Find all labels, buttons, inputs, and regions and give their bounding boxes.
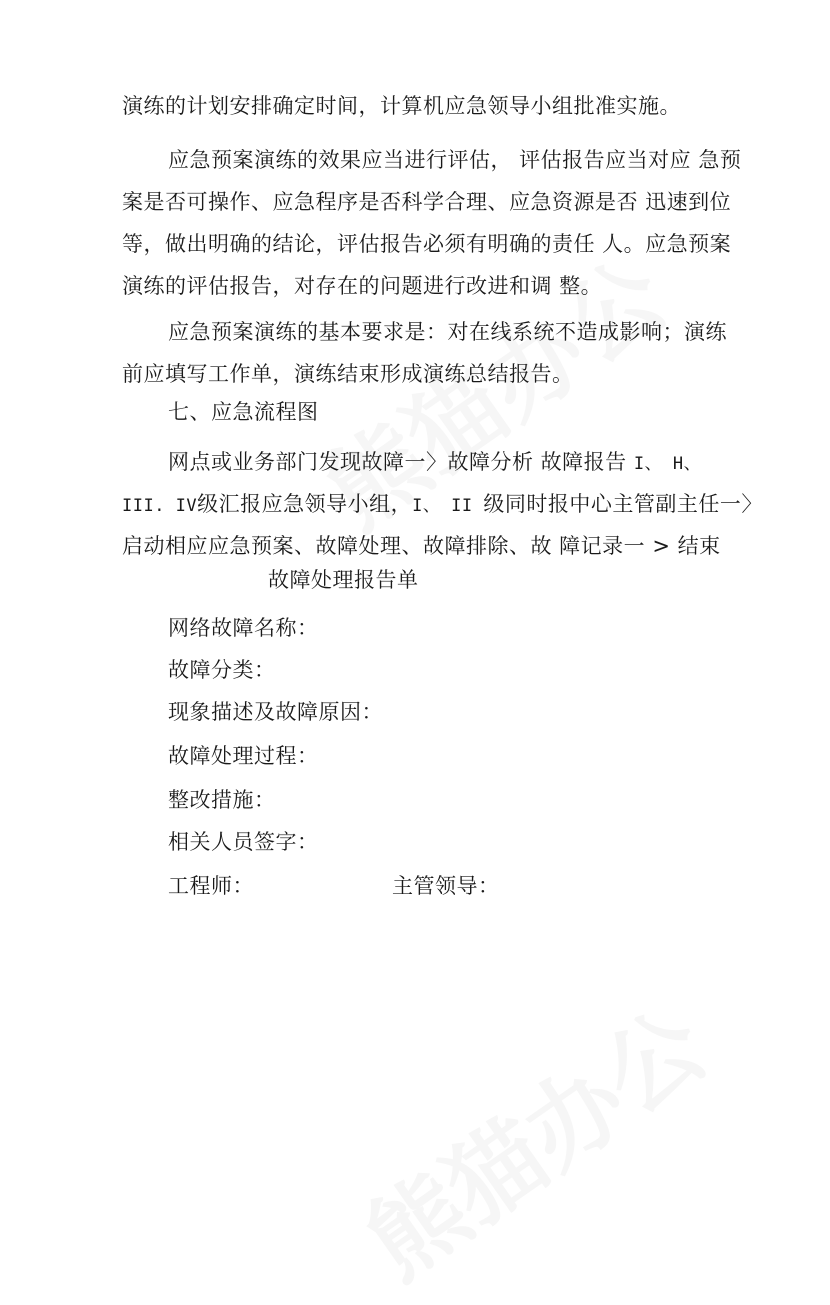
form-label-signers: 相关人员签字： xyxy=(168,830,319,854)
form-label-engineer: 工程师： xyxy=(168,874,254,898)
paragraph-line: 应急预案演练的基本要求是：对在线系统不造成影响；演练 xyxy=(168,320,727,344)
flow-line xyxy=(122,490,763,520)
form-label-process: 故障处理过程： xyxy=(168,744,319,768)
flow-text: 级同时报中心主管副主任一〉 xyxy=(483,492,763,516)
flow-text: I、 II xyxy=(412,496,484,516)
flow-line: 启动相应应急预案、故障处理、故障排除、故 障记录一 > 结束 xyxy=(122,534,721,558)
paragraph-line: 演练的评估报告，对存在的问题进行改进和调 整。 xyxy=(122,274,603,298)
form-label-supervisor: 主管领导： xyxy=(392,874,500,898)
form-label-name: 网络故障名称： xyxy=(168,616,319,640)
paragraph-line: 前应填写工作单，演练结束形成演练总结报告。 xyxy=(122,362,574,386)
flow-text: I、 H、 xyxy=(633,454,702,474)
flow-text: 级汇报应急领导小组， xyxy=(197,492,413,516)
flow-text: III. IV xyxy=(122,496,198,516)
watermark xyxy=(335,972,728,1304)
paragraph-line: 演练的计划安排确定时间，计算机应急领导小组批准实施。 xyxy=(122,94,681,118)
flow-text: 网点或业务部门发现故障一〉故障分析 故障报告 xyxy=(168,450,634,474)
form-label-cause: 现象描述及故障原因： xyxy=(168,700,383,724)
paragraph-line: 案是否可操作、应急程序是否科学合理、应急资源是否 迅速到位 xyxy=(122,190,732,214)
flow-line xyxy=(168,448,701,478)
form-label-category: 故障分类： xyxy=(168,658,276,682)
paragraph-line: 应急预案演练的效果应当进行评估， 评估报告应当对应 急预 xyxy=(168,148,742,172)
form-label-fix: 整改措施： xyxy=(168,788,276,812)
form-title: 故障处理报告单 xyxy=(268,568,419,592)
paragraph-line: 等，做出明确的结论，评估报告必须有明确的责任 人。应急预案 xyxy=(122,232,732,256)
section-heading: 七、应急流程图 xyxy=(168,400,319,424)
